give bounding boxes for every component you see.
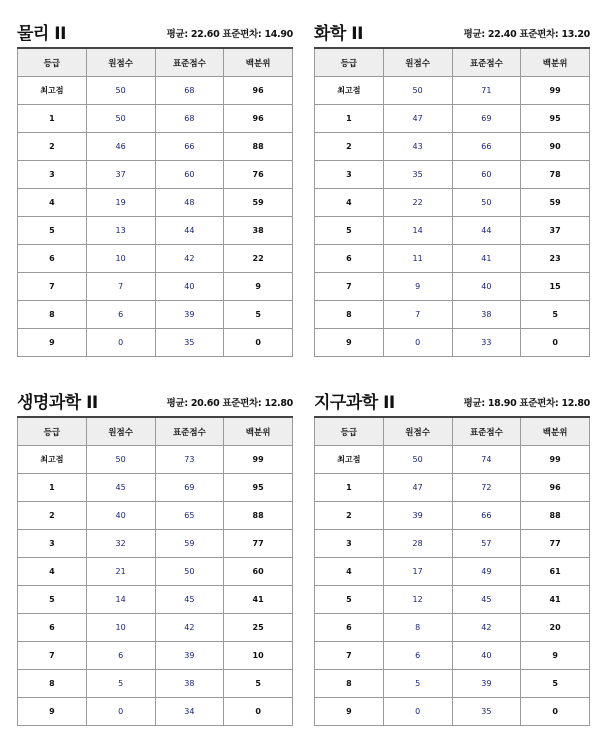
table-row — [18, 245, 293, 273]
table-row — [315, 670, 590, 698]
grade-cell: 6 — [315, 245, 384, 273]
grade-cell: 4 — [315, 189, 384, 217]
table-row — [315, 698, 590, 726]
standard-score-cell: 44 — [155, 217, 224, 245]
raw-score-cell: 50 — [86, 77, 155, 105]
table-row — [315, 77, 590, 105]
percentile-cell: 59 — [521, 189, 590, 217]
raw-score-cell: 50 — [383, 446, 452, 474]
percentile-cell: 20 — [521, 614, 590, 642]
raw-score-cell: 0 — [383, 698, 452, 726]
table-row — [18, 558, 293, 586]
standard-score-cell: 74 — [452, 446, 521, 474]
table-row — [315, 189, 590, 217]
raw-score-cell: 10 — [86, 614, 155, 642]
raw-score-cell: 47 — [383, 474, 452, 502]
percentile-cell: 61 — [521, 558, 590, 586]
table-row — [315, 502, 590, 530]
standard-score-cell: 66 — [155, 133, 224, 161]
raw-score-cell: 6 — [383, 642, 452, 670]
panel-chemistry2 — [314, 17, 590, 357]
raw-score-cell: 19 — [86, 189, 155, 217]
grade-cell: 9 — [315, 329, 384, 357]
table-row — [18, 670, 293, 698]
raw-score-cell: 17 — [383, 558, 452, 586]
percentile-cell: 5 — [521, 301, 590, 329]
grade-cell: 8 — [315, 670, 384, 698]
raw-score-cell: 12 — [383, 586, 452, 614]
grade-cell: 7 — [315, 642, 384, 670]
table-row — [18, 586, 293, 614]
grade-cell: 8 — [18, 301, 87, 329]
column-header: 원점수 — [383, 417, 452, 446]
percentile-cell: 41 — [521, 586, 590, 614]
grade-cell: 2 — [315, 133, 384, 161]
table-row — [315, 245, 590, 273]
table-row — [18, 642, 293, 670]
table-row — [18, 217, 293, 245]
percentile-cell: 76 — [224, 161, 293, 189]
grade-cell: 7 — [315, 273, 384, 301]
column-header: 표준점수 — [155, 48, 224, 77]
percentile-cell: 96 — [224, 77, 293, 105]
panel-header — [17, 17, 293, 47]
percentile-cell: 0 — [224, 698, 293, 726]
column-header: 백분위 — [224, 417, 293, 446]
standard-score-cell: 49 — [452, 558, 521, 586]
grade-cell: 4 — [18, 558, 87, 586]
percentile-cell: 10 — [224, 642, 293, 670]
standard-score-cell: 41 — [452, 245, 521, 273]
table-row — [18, 133, 293, 161]
grade-cell: 3 — [315, 161, 384, 189]
percentile-cell: 15 — [521, 273, 590, 301]
percentile-cell: 88 — [521, 502, 590, 530]
raw-score-cell: 45 — [86, 474, 155, 502]
table-row — [315, 586, 590, 614]
grade-cell: 5 — [18, 586, 87, 614]
standard-score-cell: 60 — [452, 161, 521, 189]
table-row — [315, 105, 590, 133]
table-row — [18, 301, 293, 329]
table-header-row — [315, 417, 590, 446]
raw-score-cell: 6 — [86, 301, 155, 329]
percentile-cell: 9 — [521, 642, 590, 670]
column-header: 백분위 — [521, 48, 590, 77]
standard-score-cell: 66 — [452, 133, 521, 161]
standard-score-cell: 72 — [452, 474, 521, 502]
grade-cell: 7 — [18, 642, 87, 670]
grade-cell: 9 — [18, 698, 87, 726]
raw-score-cell: 50 — [86, 105, 155, 133]
panel-life-science2 — [17, 386, 293, 726]
subject-title: 화학 II — [314, 24, 363, 44]
percentile-cell: 60 — [224, 558, 293, 586]
table-header-row — [18, 417, 293, 446]
column-header: 백분위 — [521, 417, 590, 446]
standard-score-cell: 45 — [452, 586, 521, 614]
raw-score-cell: 39 — [383, 502, 452, 530]
table-row — [315, 530, 590, 558]
table-row — [18, 614, 293, 642]
standard-score-cell: 57 — [452, 530, 521, 558]
raw-score-cell: 50 — [383, 77, 452, 105]
grade-cell: 3 — [18, 530, 87, 558]
standard-score-cell: 73 — [155, 446, 224, 474]
column-header: 표준점수 — [452, 48, 521, 77]
table-row — [18, 77, 293, 105]
standard-score-cell: 69 — [452, 105, 521, 133]
raw-score-cell: 7 — [383, 301, 452, 329]
standard-score-cell: 39 — [452, 670, 521, 698]
percentile-cell: 59 — [224, 189, 293, 217]
raw-score-cell: 13 — [86, 217, 155, 245]
grade-cell: 2 — [315, 502, 384, 530]
raw-score-cell: 35 — [383, 161, 452, 189]
grade-cell: 1 — [18, 105, 87, 133]
percentile-cell: 95 — [224, 474, 293, 502]
percentile-cell: 5 — [224, 301, 293, 329]
percentile-cell: 88 — [224, 502, 293, 530]
table-row — [315, 614, 590, 642]
percentile-cell: 90 — [521, 133, 590, 161]
raw-score-cell: 9 — [383, 273, 452, 301]
standard-score-cell: 68 — [155, 105, 224, 133]
column-header: 원점수 — [383, 48, 452, 77]
percentile-cell: 78 — [521, 161, 590, 189]
table-row — [315, 133, 590, 161]
standard-score-cell: 69 — [155, 474, 224, 502]
standard-score-cell: 34 — [155, 698, 224, 726]
standard-score-cell: 39 — [155, 642, 224, 670]
subject-stats: 평균: 22.60 표준편차: 14.90 — [166, 29, 293, 40]
column-header: 표준점수 — [155, 417, 224, 446]
grade-cell: 1 — [315, 105, 384, 133]
table-row — [18, 530, 293, 558]
table-row — [315, 217, 590, 245]
table-row — [18, 189, 293, 217]
panel-header — [314, 386, 590, 416]
table-row — [18, 273, 293, 301]
grade-cell: 최고점 — [315, 77, 384, 105]
raw-score-cell: 0 — [86, 329, 155, 357]
standard-score-cell: 45 — [155, 586, 224, 614]
grade-cell: 최고점 — [18, 446, 87, 474]
percentile-cell: 77 — [224, 530, 293, 558]
standard-score-cell: 35 — [155, 329, 224, 357]
percentile-cell: 99 — [521, 446, 590, 474]
column-header: 백분위 — [224, 48, 293, 77]
grade-cell: 5 — [315, 217, 384, 245]
grade-cell: 1 — [18, 474, 87, 502]
subject-title: 물리 II — [17, 24, 66, 44]
standard-score-cell: 40 — [155, 273, 224, 301]
panel-earth-science2 — [314, 386, 590, 726]
raw-score-cell: 28 — [383, 530, 452, 558]
grade-cell: 6 — [18, 614, 87, 642]
percentile-cell: 99 — [521, 77, 590, 105]
raw-score-cell: 46 — [86, 133, 155, 161]
percentile-cell: 88 — [224, 133, 293, 161]
standard-score-cell: 33 — [452, 329, 521, 357]
panel-physics2 — [17, 17, 293, 357]
raw-score-cell: 21 — [86, 558, 155, 586]
grade-cell: 9 — [18, 329, 87, 357]
grade-cell: 5 — [315, 586, 384, 614]
raw-score-cell: 0 — [383, 329, 452, 357]
raw-score-cell: 11 — [383, 245, 452, 273]
percentile-cell: 0 — [224, 329, 293, 357]
standard-score-cell: 48 — [155, 189, 224, 217]
raw-score-cell: 32 — [86, 530, 155, 558]
column-header: 등급 — [18, 417, 87, 446]
raw-score-cell: 10 — [86, 245, 155, 273]
percentile-cell: 99 — [224, 446, 293, 474]
standard-score-cell: 68 — [155, 77, 224, 105]
score-table — [314, 47, 590, 357]
percentile-cell: 5 — [224, 670, 293, 698]
standard-score-cell: 44 — [452, 217, 521, 245]
table-row — [315, 558, 590, 586]
standard-score-cell: 59 — [155, 530, 224, 558]
grade-cell: 4 — [18, 189, 87, 217]
column-header: 등급 — [315, 417, 384, 446]
score-table — [314, 416, 590, 726]
percentile-cell: 96 — [521, 474, 590, 502]
percentile-cell: 37 — [521, 217, 590, 245]
standard-score-cell: 42 — [452, 614, 521, 642]
standard-score-cell: 42 — [155, 245, 224, 273]
column-header: 원점수 — [86, 417, 155, 446]
grade-cell: 8 — [315, 301, 384, 329]
panel-header — [17, 386, 293, 416]
raw-score-cell: 43 — [383, 133, 452, 161]
percentile-cell: 25 — [224, 614, 293, 642]
grade-cell: 3 — [18, 161, 87, 189]
standard-score-cell: 39 — [155, 301, 224, 329]
standard-score-cell: 66 — [452, 502, 521, 530]
percentile-cell: 38 — [224, 217, 293, 245]
raw-score-cell: 6 — [86, 642, 155, 670]
grade-cell: 9 — [315, 698, 384, 726]
percentile-cell: 77 — [521, 530, 590, 558]
grade-cell: 7 — [18, 273, 87, 301]
raw-score-cell: 22 — [383, 189, 452, 217]
raw-score-cell: 5 — [383, 670, 452, 698]
grade-cell: 6 — [18, 245, 87, 273]
subject-title: 생명과학 II — [17, 393, 98, 413]
table-row — [315, 301, 590, 329]
standard-score-cell: 50 — [155, 558, 224, 586]
grade-cell: 2 — [18, 502, 87, 530]
table-row — [315, 474, 590, 502]
subject-stats: 평균: 20.60 표준편차: 12.80 — [166, 398, 293, 409]
raw-score-cell: 50 — [86, 446, 155, 474]
raw-score-cell: 5 — [86, 670, 155, 698]
standard-score-cell: 60 — [155, 161, 224, 189]
table-row — [18, 446, 293, 474]
raw-score-cell: 8 — [383, 614, 452, 642]
table-header-row — [315, 48, 590, 77]
percentile-cell: 0 — [521, 698, 590, 726]
table-row — [315, 446, 590, 474]
table-row — [18, 105, 293, 133]
raw-score-cell: 7 — [86, 273, 155, 301]
grade-cell: 5 — [18, 217, 87, 245]
column-header: 등급 — [18, 48, 87, 77]
subject-title: 지구과학 II — [314, 393, 395, 413]
grade-cell: 3 — [315, 530, 384, 558]
raw-score-cell: 14 — [383, 217, 452, 245]
table-row — [315, 329, 590, 357]
table-row — [18, 502, 293, 530]
grade-cell: 최고점 — [18, 77, 87, 105]
percentile-cell: 22 — [224, 245, 293, 273]
grade-cell: 최고점 — [315, 446, 384, 474]
table-row — [18, 474, 293, 502]
column-header: 등급 — [315, 48, 384, 77]
standard-score-cell: 42 — [155, 614, 224, 642]
table-row — [18, 161, 293, 189]
standard-score-cell: 71 — [452, 77, 521, 105]
table-row — [18, 329, 293, 357]
grade-cell: 2 — [18, 133, 87, 161]
column-header: 표준점수 — [452, 417, 521, 446]
subject-stats: 평균: 18.90 표준편차: 12.80 — [463, 398, 590, 409]
standard-score-cell: 40 — [452, 273, 521, 301]
table-row — [315, 273, 590, 301]
standard-score-cell: 38 — [155, 670, 224, 698]
score-table — [17, 47, 293, 357]
table-header-row — [18, 48, 293, 77]
column-header: 원점수 — [86, 48, 155, 77]
percentile-cell: 95 — [521, 105, 590, 133]
percentile-cell: 41 — [224, 586, 293, 614]
percentile-cell: 5 — [521, 670, 590, 698]
raw-score-cell: 47 — [383, 105, 452, 133]
standard-score-cell: 40 — [452, 642, 521, 670]
grade-cell: 4 — [315, 558, 384, 586]
percentile-cell: 9 — [224, 273, 293, 301]
grade-cell: 8 — [18, 670, 87, 698]
raw-score-cell: 14 — [86, 586, 155, 614]
table-row — [315, 642, 590, 670]
standard-score-cell: 38 — [452, 301, 521, 329]
table-row — [18, 698, 293, 726]
panel-header — [314, 17, 590, 47]
raw-score-cell: 37 — [86, 161, 155, 189]
score-table — [17, 416, 293, 726]
grade-cell: 1 — [315, 474, 384, 502]
grade-cell: 6 — [315, 614, 384, 642]
percentile-cell: 96 — [224, 105, 293, 133]
standard-score-cell: 65 — [155, 502, 224, 530]
table-row — [315, 161, 590, 189]
percentile-cell: 0 — [521, 329, 590, 357]
raw-score-cell: 0 — [86, 698, 155, 726]
percentile-cell: 23 — [521, 245, 590, 273]
subject-stats: 평균: 22.40 표준편차: 13.20 — [463, 29, 590, 40]
raw-score-cell: 40 — [86, 502, 155, 530]
standard-score-cell: 50 — [452, 189, 521, 217]
standard-score-cell: 35 — [452, 698, 521, 726]
